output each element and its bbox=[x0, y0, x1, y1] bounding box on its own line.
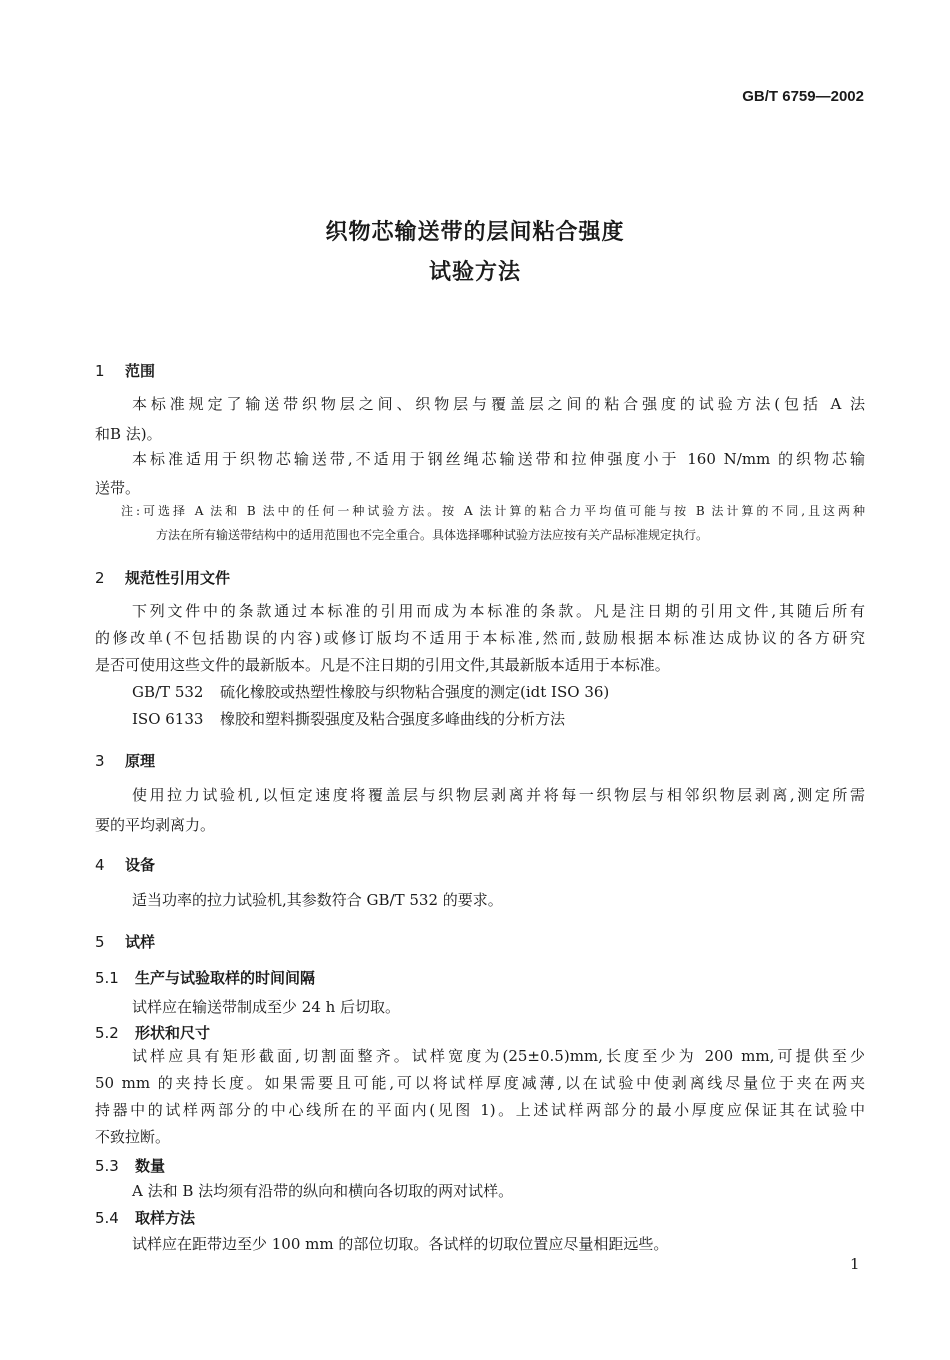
section-5-heading bbox=[95, 931, 155, 952]
section-4-heading bbox=[95, 854, 155, 875]
s1-paragraph-2-line-1: 本标准适用于织物芯输送带,不适用于钢丝绳芯输送带和拉伸强度小于 160 N/mm 的织物芯输 bbox=[132, 450, 865, 468]
subsection-title: 数量 bbox=[135, 1157, 166, 1175]
subsection-5-3-heading bbox=[95, 1155, 165, 1176]
s5-2-paragraph-line-3: 持器中的试样两部分的中心线所在的平面内(见图 1)。上述试样两部分的最小厚度应保证其在试验中 bbox=[95, 1101, 865, 1119]
document-subtitle: 试验方法 bbox=[428, 260, 521, 285]
section-number: 3 bbox=[95, 752, 105, 770]
s1-paragraph-2-line-2: 送带。 bbox=[95, 479, 141, 497]
standard-number: GB/T 6759—2002 bbox=[742, 88, 864, 105]
section-2-heading bbox=[95, 567, 230, 588]
normative-reference-item bbox=[132, 681, 609, 702]
s5-3-paragraph: A 法和 B 法均须有沿带的纵向和横向各切取的两对试样。 bbox=[132, 1182, 514, 1200]
subsection-5-4-heading bbox=[95, 1207, 195, 1228]
section-number: 4 bbox=[95, 856, 105, 874]
subsection-title: 形状和尺寸 bbox=[135, 1024, 211, 1042]
subsection-5-1-heading bbox=[95, 967, 315, 988]
page-number: 1 bbox=[850, 1255, 860, 1273]
section-title: 试样 bbox=[125, 933, 156, 951]
s1-note-line-2: 方法在所有输送带结构中的适用范围也不完全重合。具体选择哪种试验方法应按有关产品标准规定执行。 bbox=[156, 528, 709, 542]
s1-paragraph-1-line-1: 本标准规定了输送带织物层之间、织物层与覆盖层之间的粘合强度的试验方法(包括 A 法 bbox=[132, 395, 865, 413]
reference-title: 硫化橡胶或热塑性橡胶与织物粘合强度的测定(idt ISO 36) bbox=[220, 683, 610, 701]
subsection-5-2-heading bbox=[95, 1022, 210, 1043]
section-number: 5 bbox=[95, 933, 105, 951]
s1-note-line-1: 注:可选择 A 法和 B 法中的任何一种试验方法。按 A 法计算的粘合力平均值可能与按 B 法计算的不同,且这两种 bbox=[121, 504, 865, 518]
subsection-number: 5.4 bbox=[95, 1209, 119, 1227]
subsection-number: 5.1 bbox=[95, 969, 119, 987]
s2-paragraph-line-1: 下列文件中的条款通过本标准的引用而成为本标准的条款。凡是注日期的引用文件,其随后所有 bbox=[132, 602, 865, 620]
s5-2-paragraph-line-4: 不致拉断。 bbox=[95, 1128, 171, 1146]
s5-4-paragraph: 试样应在距带边至少 100 mm 的部位切取。各试样的切取位置应尽量相距远些。 bbox=[132, 1235, 669, 1253]
document-title: 织物芯输送带的层间粘合强度 bbox=[325, 220, 625, 245]
subsection-title: 取样方法 bbox=[135, 1209, 196, 1227]
s2-paragraph-line-3: 是否可使用这些文件的最新版本。凡是不注日期的引用文件,其最新版本适用于本标准。 bbox=[95, 656, 670, 674]
section-title: 范围 bbox=[125, 362, 156, 380]
normative-reference-item bbox=[132, 708, 565, 729]
s5-1-paragraph: 试样应在输送带制成至少 24 h 后切取。 bbox=[132, 998, 401, 1016]
reference-code: GB/T 532 bbox=[132, 683, 204, 701]
s4-paragraph: 适当功率的拉力试验机,其参数符合 GB/T 532 的要求。 bbox=[132, 891, 503, 909]
s2-paragraph-line-2: 的修改单(不包括勘误的内容)或修订版均不适用于本标准,然而,鼓励根据本标准达成协议的各方研究 bbox=[95, 629, 865, 647]
s1-paragraph-1-line-2: 和B 法)。 bbox=[95, 425, 162, 443]
section-3-heading bbox=[95, 750, 155, 771]
section-number: 1 bbox=[95, 362, 105, 380]
s5-2-paragraph-line-1: 试样应具有矩形截面,切割面整齐。试样宽度为(25±0.5)mm,长度至少为 200 mm,可提供至少 bbox=[132, 1047, 865, 1065]
reference-code: ISO 6133 bbox=[132, 710, 204, 728]
section-title: 设备 bbox=[125, 856, 156, 874]
subsection-number: 5.2 bbox=[95, 1024, 119, 1042]
section-title: 原理 bbox=[125, 752, 156, 770]
s3-paragraph-line-2: 要的平均剥离力。 bbox=[95, 816, 216, 834]
subsection-number: 5.3 bbox=[95, 1157, 119, 1175]
reference-title: 橡胶和塑料撕裂强度及粘合强度多峰曲线的分析方法 bbox=[220, 710, 566, 728]
section-1-heading bbox=[95, 360, 155, 381]
s3-paragraph-line-1: 使用拉力试验机,以恒定速度将覆盖层与织物层剥离并将每一织物层与相邻织物层剥离,测定所需 bbox=[132, 786, 865, 804]
s5-2-paragraph-line-2: 50 mm 的夹持长度。如果需要且可能,可以将试样厚度减薄,以在试验中使剥离线尽量位于夹在两夹 bbox=[95, 1074, 865, 1092]
section-number: 2 bbox=[95, 569, 105, 587]
section-title: 规范性引用文件 bbox=[125, 569, 231, 587]
subsection-title: 生产与试验取样的时间间隔 bbox=[135, 969, 316, 987]
